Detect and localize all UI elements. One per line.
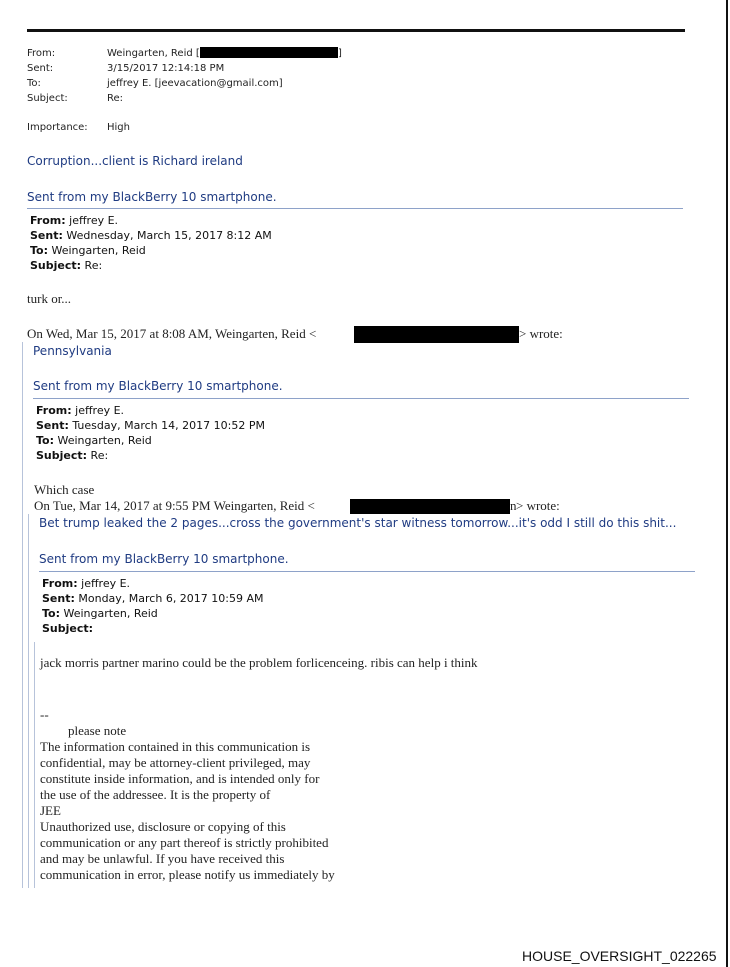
importance-value: High (107, 122, 130, 133)
disclaimer-line: and may be unlawful. If you have received this (40, 851, 285, 866)
quoted-from: From: jeffrey E. (42, 577, 131, 590)
disclaimer-line: please note (68, 723, 127, 738)
attribution-suffix: > wrote: (516, 498, 560, 513)
signature-separator: -- (40, 707, 49, 722)
redaction-box (354, 326, 519, 343)
separator-rule (33, 398, 689, 399)
sent-value: 3/15/2017 12:14:18 PM (107, 63, 225, 74)
quoted-to: To: Weingarten, Reid (42, 607, 158, 620)
message-body: Pennsylvania (33, 344, 112, 358)
attribution-line: On Wed, Mar 15, 2017 at 8:08 AM, Weingarten, Reid < (27, 326, 317, 341)
message-body: jack morris partner marino could be the problem forlicenceing. ribis can help i think (40, 655, 478, 670)
quoted-to: To: Weingarten, Reid (30, 244, 146, 257)
from-label: From: (27, 48, 56, 59)
signature: Sent from my BlackBerry 10 smartphone. (27, 190, 277, 204)
disclaimer-line: The information contained in this communication is (40, 739, 311, 754)
quote-bar (28, 514, 29, 888)
quote-bar (34, 642, 35, 888)
attribution-line: On Tue, Mar 14, 2017 at 9:55 PM Weingarten, Reid < (34, 498, 315, 513)
separator-rule (39, 571, 695, 572)
attribution-tail: n (510, 498, 517, 513)
disclaimer-line: communication in error, please notify us immediately by (40, 867, 335, 882)
quoted-sent: Sent: Monday, March 6, 2017 10:59 AM (42, 592, 264, 605)
quoted-sent: Sent: Tuesday, March 14, 2017 10:52 PM (36, 419, 265, 432)
page-edge (726, 0, 728, 967)
subject-label: Subject: (27, 93, 68, 104)
quoted-subject: Subject: Re: (30, 259, 103, 272)
quoted-from: From: jeffrey E. (30, 214, 119, 227)
quoted-sent: Sent: Wednesday, March 15, 2017 8:12 AM (30, 229, 272, 242)
redaction-box (200, 47, 338, 58)
quoted-from: From: jeffrey E. (36, 404, 125, 417)
from-value: Weingarten, Reid [ (107, 48, 200, 59)
separator-rule (27, 208, 683, 209)
to-value: jeffrey E. [jeevacation@gmail.com] (107, 78, 283, 89)
disclaimer-line: communication or any part thereof is strictly prohibited (40, 835, 329, 850)
disclaimer-line: Unauthorized use, disclosure or copying of this (40, 819, 286, 834)
from-value-close: ] (338, 48, 342, 59)
quoted-subject: Subject: Re: (36, 449, 109, 462)
signature: Sent from my BlackBerry 10 smartphone. (33, 379, 283, 393)
disclaimer-line: confidential, may be attorney-client privileged, may (40, 755, 311, 770)
to-label: To: (27, 78, 41, 89)
quote-bar (22, 342, 23, 888)
redaction-box (350, 499, 510, 514)
message-body: Corruption...client is Richard ireland (27, 154, 243, 168)
top-rule (27, 29, 685, 32)
disclaimer-line: JEE (40, 803, 61, 818)
importance-label: Importance: (27, 122, 88, 133)
message-body: Bet trump leaked the 2 pages...cross the government's star witness tomorrow...it's odd I still do this shit... (39, 516, 677, 530)
attribution-suffix: > wrote: (519, 326, 563, 341)
signature: Sent from my BlackBerry 10 smartphone. (39, 552, 289, 566)
quoted-to: To: Weingarten, Reid (36, 434, 152, 447)
message-body: Which case (34, 482, 95, 497)
disclaimer-line: constitute inside information, and is intended only for (40, 771, 320, 786)
sent-label: Sent: (27, 63, 54, 74)
disclaimer-line: the use of the addressee. It is the property of (40, 787, 271, 802)
subject-value: Re: (107, 93, 124, 104)
document-id: HOUSE_OVERSIGHT_022265 (522, 948, 717, 964)
message-body: turk or... (27, 291, 72, 306)
quoted-subject: Subject: (42, 622, 94, 635)
